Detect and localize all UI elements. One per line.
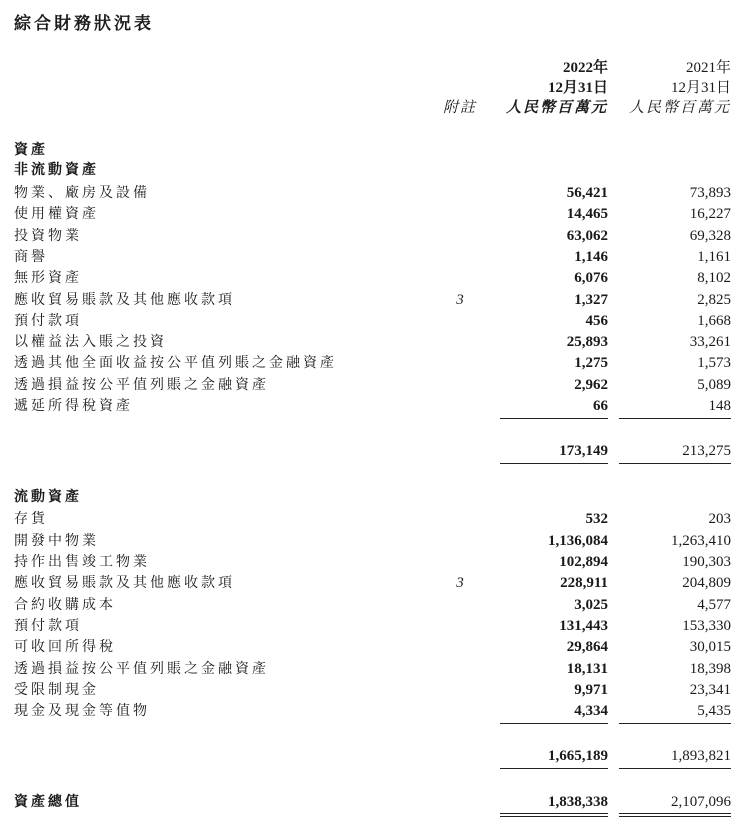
value-2021: 203 [708,511,731,528]
value-2022: 131,443 [559,617,608,634]
header-2021-year: 2021年 [685,60,731,76]
value-2021: 1,893,821 [619,746,731,769]
table-row [0,701,741,722]
row-label: 持作出售竣工物業 [14,554,150,571]
value-2021: 1,668 [697,312,731,329]
value-2022: 1,136,084 [548,532,608,549]
table-row [0,290,741,311]
value-2021: 8,102 [697,270,731,287]
row-label: 可收回所得稅 [14,639,116,656]
header-2021-date: 12月31日 [670,80,731,96]
value-2022: 1,665,189 [500,746,608,769]
value-2022: 4,334 [500,701,608,724]
row-note: 3 [456,291,464,308]
value-2021: 23,341 [689,681,731,698]
table-row [0,531,741,552]
table-row [0,509,741,530]
row-label: 應收貿易賬款及其他應收款項 [14,575,235,592]
table-row [0,268,741,289]
table-row [0,616,741,637]
table-row [0,552,741,573]
value-2022: 14,465 [566,206,608,223]
value-2022: 66 [500,396,608,419]
spacer [0,722,741,746]
row-label: 透過損益按公平值列賬之金融資產 [14,376,269,393]
row-note: 3 [456,575,464,592]
statement-table [0,140,741,813]
row-label: 應收貿易賬款及其他應收款項 [14,291,235,308]
row-label: 遞延所得稅資產 [14,398,133,415]
header-note: 附註 [442,100,477,116]
table-row [0,375,741,396]
value-2021: 33,261 [689,334,731,351]
total-row [0,792,741,813]
value-2022: 2,962 [574,376,608,393]
value-2022: 25,893 [566,334,608,351]
row-label: 透過損益按公平值列賬之金融資產 [14,660,269,677]
value-2021: 30,015 [689,639,731,656]
row-label: 無形資產 [14,270,82,287]
table-row [0,311,741,332]
row-label: 投資物業 [14,227,82,244]
row-label: 流動資產 [14,488,82,505]
header-2022-unit: 人民幣百萬元 [505,100,608,116]
value-2021: 1,161 [697,248,731,265]
table-row [0,204,741,225]
value-2021: 5,435 [619,701,731,724]
row-label: 以權益法入賬之投資 [14,334,167,351]
table-row [0,659,741,680]
value-2022: 173,149 [500,441,608,464]
value-2022: 228,911 [560,575,608,592]
subtotal-row [0,746,741,767]
spacer [0,768,741,792]
value-2022: 532 [585,511,608,528]
row-label: 受限制現金 [14,681,99,698]
table-row [0,595,741,616]
section-heading [0,487,741,508]
table-row [0,183,741,204]
value-2022: 3,025 [574,596,608,613]
spacer [0,463,741,487]
row-label: 透過其他全面收益按公平值列賬之金融資產 [14,355,337,372]
row-label: 非流動資產 [14,162,99,179]
value-2021: 190,303 [682,554,731,571]
value-2021: 69,328 [689,227,731,244]
value-2022: 63,062 [566,227,608,244]
value-2021: 204,809 [682,575,731,592]
value-2022: 56,421 [566,185,608,202]
table-row [0,573,741,594]
row-label: 物業、廠房及設備 [14,185,150,202]
value-2021: 18,398 [689,660,731,677]
row-label: 合約收購成本 [14,596,116,613]
value-2022: 1,838,338 [500,792,608,817]
table-row [0,247,741,268]
table-row [0,353,741,374]
value-2021: 16,227 [689,206,731,223]
subtotal-row [0,441,741,462]
row-label: 預付款項 [14,617,82,634]
table-row [0,637,741,658]
table-row [0,680,741,701]
row-label: 資產總值 [14,793,82,810]
value-2021: 213,275 [619,441,731,464]
value-2022: 29,864 [566,639,608,656]
value-2021: 5,089 [697,376,731,393]
row-label: 現金及現金等值物 [14,703,150,720]
value-2022: 102,894 [559,554,608,571]
value-2021: 2,107,096 [619,792,731,817]
value-2022: 456 [585,312,608,329]
value-2021: 1,263,410 [671,532,731,549]
value-2021: 73,893 [689,185,731,202]
row-label: 存貨 [14,511,48,528]
value-2021: 2,825 [697,291,731,308]
value-2021: 4,577 [697,596,731,613]
row-label: 商譽 [14,248,48,265]
value-2021: 148 [619,396,731,419]
value-2022: 18,131 [566,660,608,677]
value-2021: 1,573 [697,355,731,372]
row-label: 預付款項 [14,312,82,329]
row-label: 使用權資產 [14,206,99,223]
table-row [0,396,741,417]
header-2022-year: 2022年 [562,60,608,76]
header-2021-unit: 人民幣百萬元 [628,100,731,116]
value-2022: 1,327 [574,291,608,308]
value-2022: 9,971 [574,681,608,698]
spacer [0,417,741,441]
value-2022: 1,146 [574,248,608,265]
table-row [0,226,741,247]
page-title: 綜合財務狀況表 [14,14,154,34]
section-heading [0,160,741,181]
section-heading [0,140,741,161]
header-2022-date: 12月31日 [547,80,608,96]
value-2022: 6,076 [574,270,608,287]
table-row [0,332,741,353]
row-label: 開發中物業 [14,532,99,549]
row-label: 資產 [14,142,48,158]
value-2022: 1,275 [574,355,608,372]
value-2021: 153,330 [682,617,731,634]
